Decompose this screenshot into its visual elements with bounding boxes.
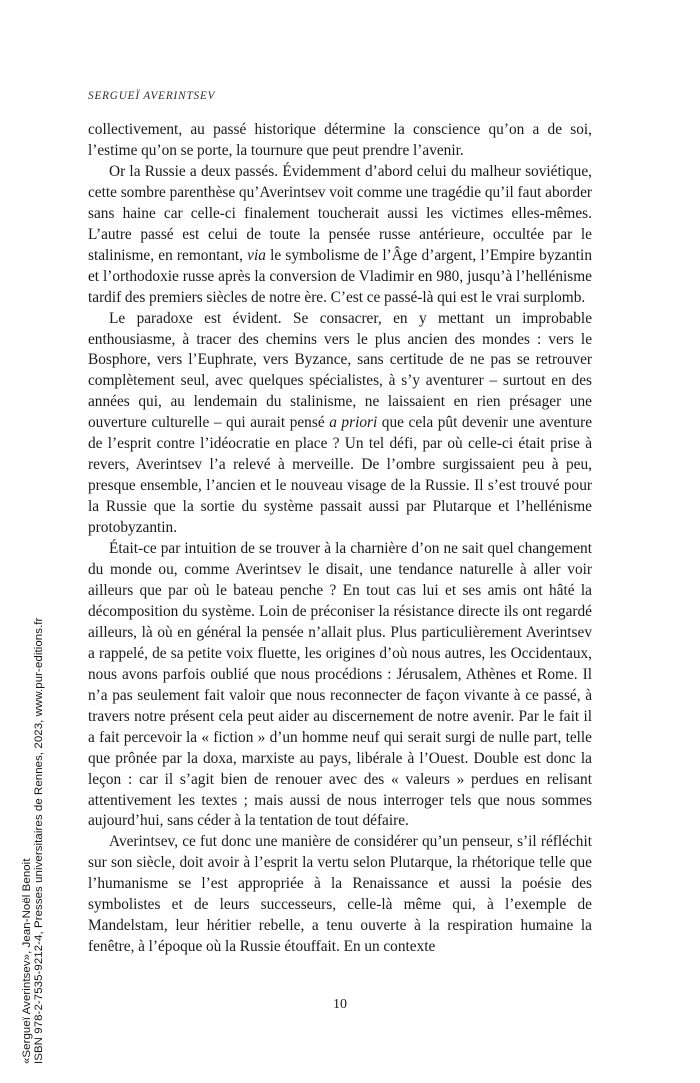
paragraph-continued-text: collectivement, au passé historique détermine la conscience qu’on a de soi, l’estime qu’on se porte, la tournure que peut prendre l’avenir. xyxy=(88,121,592,159)
paragraph-four-text: Était-ce par intuition de se trouver à la charnière d’on ne sait quel changement du monde ou, comme Averintsev le disait, une tendance naturelle à aller voir ailleurs que par où le bateau penche ? En tout cas lui et ses amis ont hâté la décomposition du système. Loin de préconiser la résistance directe ils ont regardé ailleurs, là où en général la pensée n’allait plus. Plus particulièrement Averintsev a rappelé, de sa petite voix fluette, les origines d’où nous autres, les Occidentaux, nous avons parfois oublié que nous procédions : Jérusalem, Athènes et Rome. Il n’a pas seulement fait valoir que nous reconnecter de façon vivante à ce passé, à travers notre présent cela peut aider au discernement de notre avenir. Par le fait il a fait percevoir la « fiction » d’un homme neuf qui serait surgi de nulle part, telle que prônée par la doxa, marxiste au pays, libérale à l’Ouest. Double est donc la leçon : car il s’agit bien de renouer avec des « valeurs » perdues en relisant attentivement les textes ; mais aussi de nous interroger tels que nous sommes aujourd’hui, sans céder à la tentation de tout défaire. xyxy=(88,540,592,830)
paragraph-three-italic-a-priori: a priori xyxy=(329,414,378,432)
paragraph-two xyxy=(88,162,592,309)
paragraph-four xyxy=(88,539,592,832)
body-text-block xyxy=(88,120,592,958)
margin-credit-title-line: «Sergueï Averintsev», Jean-Noël Benoit xyxy=(21,858,33,1064)
paragraph-two-part-a: Or la Russie a deux passés. Évidemment d’abord celui du malheur soviétique, cette sombre parenthèse qu’Averintsev voit comme une tragédie qu’il faut aborder sans haine car celle-ci finalement toucherait aussi les victimes elles-mêmes. L’autre passé est celui de toute la pensée russe antérieure, occultée par le stalinisme, en remontant, xyxy=(88,162,592,264)
paragraph-five-text: Averintsev, ce fut donc une manière de considérer qu’un penseur, s’il réfléchit sur son siècle, doit avoir à l’esprit la vertu selon Plutarque, la rhétorique telle que l’humanisme se l’est appropriée à la Renaissance et aussi la poésie des symbolistes et de leurs successeurs, celle-là même qui, à l’exemple de Mandelstam, leur héritier rebelle, a tenu ouverte à la respiration humaine la fenêtre, à l’époque où la Russie étouffait. En un contexte xyxy=(88,833,592,956)
page-number xyxy=(88,997,592,1013)
margin-credit-block xyxy=(0,0,62,1083)
paragraph-two-italic-via: via xyxy=(247,246,266,264)
paragraph-three xyxy=(88,309,592,539)
paragraph-three-part-a: Le paradoxe est évident. Se consacrer, en y mettant un improbable enthousiasme, à tracer des chemins vers le plus ancien des mondes : vers le Bosphore, vers l’Euphrate, vers Byzance, sans certitude de ne pas se retrouver complètement seul, avec quelques spécialistes, à s’y aventurer – surtout en des années qui, au lendemain du stalinisme, ne laissaient en rien présager une ouverture culturelle – qui aurait pensé xyxy=(88,309,592,432)
paragraph-two-part-b: le symbolisme de l’Âge d’argent, l’Empire byzantin et l’orthodoxie russe après la conversion de Vladimir en 980, jusqu’à l’hellénisme tardif des premiers siècles de notre ère. C’est ce passé-là qui est le vrai surplomb. xyxy=(88,246,592,306)
margin-credit-isbn-line: ISBN 978-2-7535-9212-4, Presses universitaires de Rennes, 2023, www.pur-editions.fr xyxy=(33,617,45,1064)
paragraph-five xyxy=(88,832,592,958)
running-header xyxy=(88,90,592,102)
page-number-text: 10 xyxy=(333,997,347,1012)
paragraph-three-part-b: que cela pût devenir une aventure de l’esprit contre l’idéocratie en place ? Un tel défi, par où celle-ci était prise à revers, Averintsev l’a relevé à merveille. De l’ombre surgissaient peu à peu, presque ensemble, l’ancien et le nouveau visage de la Russie. Il s’est trouvé pour la Russie que la sortie du système passait aussi par Plutarque et l’hellénisme protobyzantin. xyxy=(88,414,593,537)
paragraph-continued xyxy=(88,120,592,162)
running-header-text: SERGUEÏ AVERINTSEV xyxy=(88,90,216,102)
